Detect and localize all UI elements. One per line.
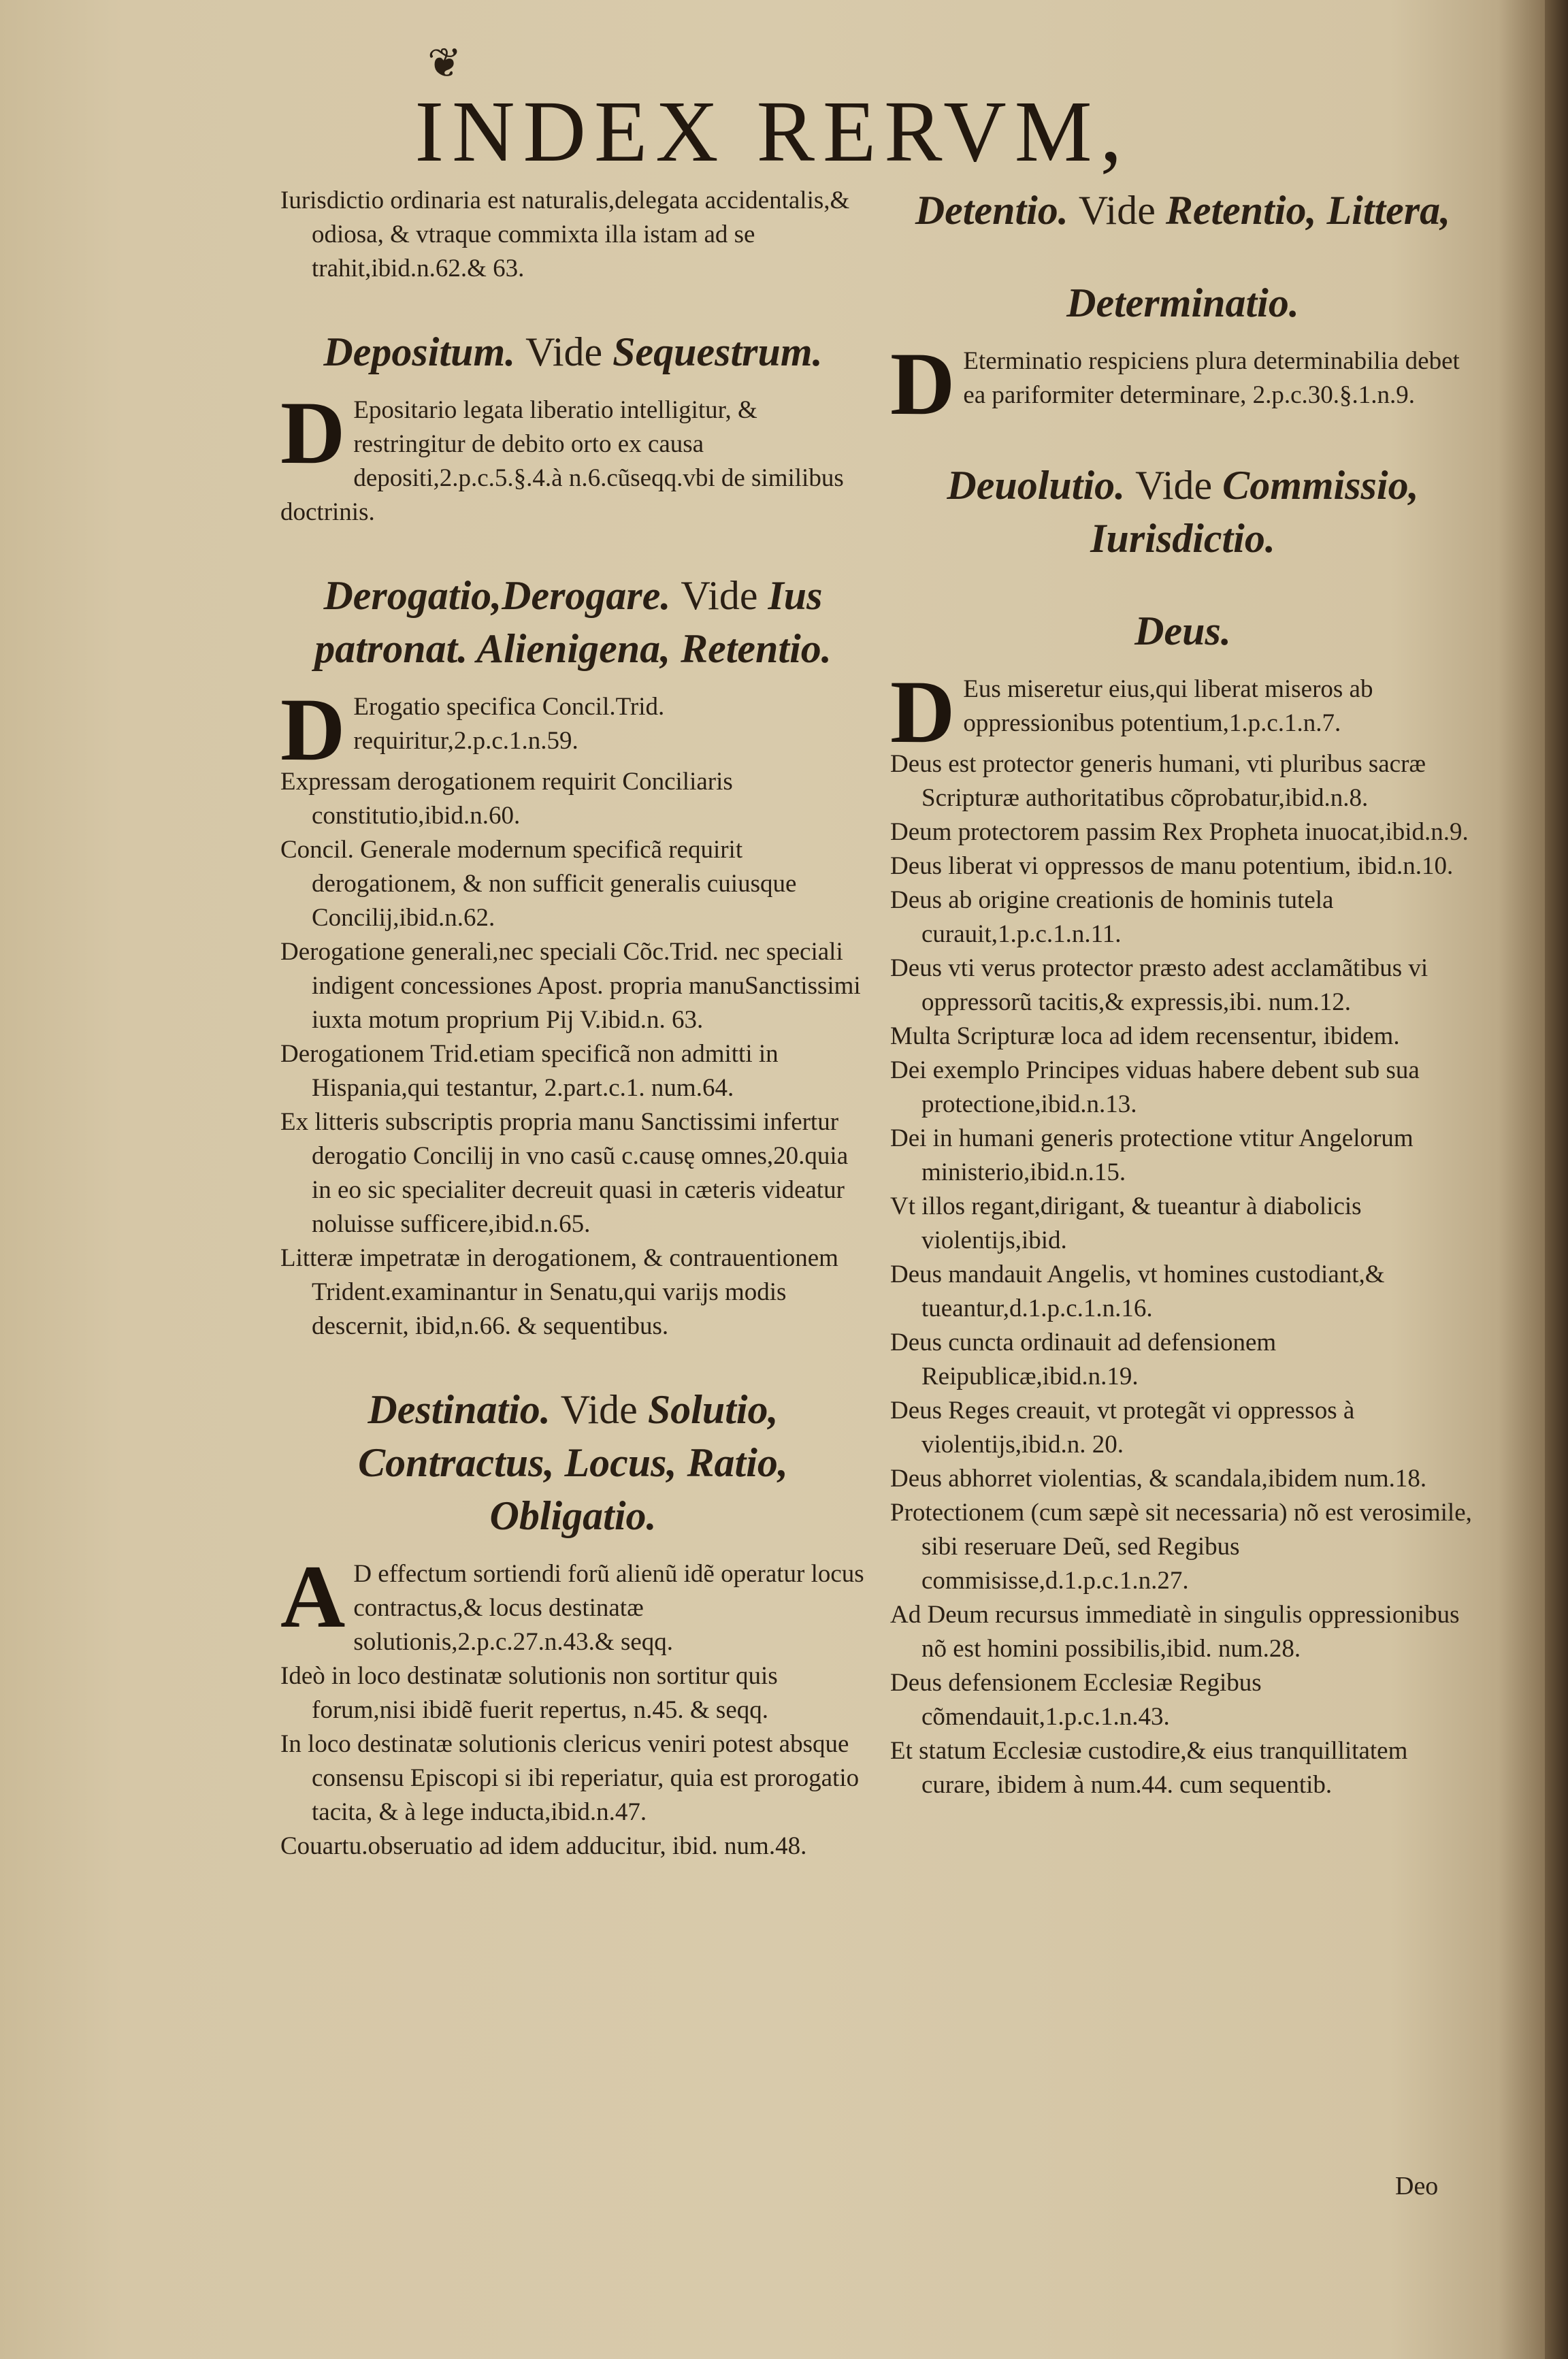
- index-entry: Deus Reges creauit, vt protegãt vi oppressos à violentijs,ibid.n. 20.: [890, 1397, 1355, 1459]
- right-column: [890, 184, 1475, 1842]
- section-destinatio: [280, 1383, 866, 1864]
- section-derogatio: [280, 569, 866, 1344]
- index-entry: D Epositario legata liberatio intelligitur, & restringitur de debito orto ex causa depositi,2.p.c.5.§.4.à n.6.cũseqq.vbi de similibus doctrinis.: [280, 383, 844, 526]
- drop-initial: D: [890, 662, 956, 762]
- index-entry: Deus vti verus protector præsto adest acclamãtibus vi oppressorũ tacitis,& expressis,ibi. num.12.: [890, 954, 1428, 1016]
- index-entry: Ideò in loco destinatæ solutionis non sortitur quis forum,nisi ibidẽ fuerit repertus, n.45. & seqq.: [280, 1662, 778, 1724]
- section-heading: Derogatio,Derogare. Vide Ius patronat. Alienigena, Retentio.: [314, 573, 832, 671]
- section-deuolutio: [890, 459, 1475, 565]
- index-entry: Protectionem (cum sæpè sit necessaria) nõ est verosimile, sibi reseruare Deũ, sed Regibus commisisse,d.1.p.c.1.n.27.: [890, 1499, 1472, 1595]
- drop-initial: D: [890, 333, 956, 434]
- index-entry: D Eterminatio respiciens plura determinabilia debet ea pariformiter determinare, 2.p.c.30.§.1.n.9.: [890, 333, 1460, 434]
- index-entry: Deus mandauit Angelis, vt homines custodiant,& tueantur,d.1.p.c.1.n.16.: [890, 1260, 1385, 1322]
- intro-entry: Iurisdictio ordinaria est naturalis,delegata accidentalis,& odiosa, & vtraque commixta illa istam ad se trahit,ibid.n.62.& 63.: [280, 186, 850, 282]
- section-heading: Detentio. Vide Retentio, Littera,: [915, 188, 1451, 233]
- index-entry: A D effectum sortiendi forũ alienũ idẽ operatur locus contractus,& locus destinatæ solutionis,2.p.c.27.n.43.& seqq.: [280, 1546, 864, 1656]
- section-heading: Deus.: [1134, 608, 1231, 653]
- index-entry: Ex litteris subscriptis propria manu Sanctissimi infertur derogatio Concilij in vno casũ c.causę omnes,20.quia in eo sic specialiter decreuit quasi in cæteris videatur noluisse sufficere,ibid.n.65.: [280, 1108, 849, 1238]
- section-heading: Depositum. Vide Sequestrum.: [323, 329, 823, 374]
- index-entry: Couartu.obseruatio ad idem adducitur, ibid. num.48.: [280, 1832, 807, 1860]
- index-entry: Deus cuncta ordinauit ad defensionem Reipublicæ,ibid.n.19.: [890, 1329, 1277, 1390]
- index-entry: Vt illos regant,dirigant, & tueantur à diabolicis violentijs,ibid.: [890, 1192, 1362, 1254]
- page-edge: [1545, 0, 1568, 2359]
- index-entry: Derogatione generali,nec speciali Cõc.Trid. nec speciali indigent concessiones Apost. propria manuSanctissimi iuxta motum proprium Pij V.ibid.n. 63.: [280, 938, 861, 1034]
- section-heading: Determinatio.: [1066, 280, 1299, 325]
- index-entry: In loco destinatæ solutionis clericus veniri potest absque consensu Episcopi si ibi reperiatur, quia est prorogatio tacita, & à lege inducta,ibid.n.47.: [280, 1730, 860, 1826]
- drop-initial: D: [280, 679, 346, 779]
- index-entry: Deus defensionem Ecclesiæ Regibus cõmendauit,1.p.c.1.n.43.: [890, 1669, 1262, 1731]
- drop-initial: A: [280, 1546, 346, 1646]
- section-deus: [890, 604, 1475, 1802]
- left-column: [280, 184, 866, 1903]
- index-entry: Deus ab origine creationis de hominis tutela curauit,1.p.c.1.n.11.: [890, 886, 1334, 948]
- index-entry: Litteræ impetratæ in derogationem, & contrauentionem Trident.examinantur in Senatu,qui varijs modis descernit, ibid,n.66. & sequentibus.: [280, 1244, 838, 1340]
- catchword: Deo: [1395, 2172, 1439, 2200]
- index-entry: Deum protectorem passim Rex Propheta inuocat,ibid.n.9.: [890, 818, 1469, 846]
- section-detentio: [890, 184, 1475, 237]
- section-heading: Deuolutio. Vide Commissio, Iurisdictio.: [947, 463, 1419, 561]
- ornament: ❦: [427, 41, 462, 86]
- index-entry: Expressam derogationem requirit Conciliaris constitutio,ibid.n.60.: [280, 768, 733, 830]
- index-entry: Ad Deum recursus immediatè in singulis oppressionibus nõ est homini possibilis,ibid. num.28.: [890, 1601, 1460, 1663]
- section-heading: Destinatio. Vide Solutio, Contractus, Locus, Ratio, Obligatio.: [358, 1387, 788, 1538]
- index-entry: Dei in humani generis protectione vtitur Angelorum ministerio,ibid.n.15.: [890, 1124, 1414, 1186]
- index-entry: Concil. Generale modernum specificã requirit derogationem, & non sufficit generalis cuiusque Concilij,ibid.n.62.: [280, 836, 797, 932]
- index-entry: Multa Scripturæ loca ad idem recensentur, ibidem.: [890, 1022, 1400, 1050]
- index-entry: D Erogatio specifica Concil.Trid. requiritur,2.p.c.1.n.59.: [280, 679, 665, 779]
- section-depositum: [280, 325, 866, 530]
- index-entry: Derogationem Trid.etiam specificã non admitti in Hispania,qui testantur, 2.part.c.1. num.64.: [280, 1040, 779, 1102]
- index-entry: Deus abhorret violentias, & scandala,ibidem num.18.: [890, 1465, 1427, 1493]
- drop-initial: D: [280, 383, 346, 483]
- index-entry: Et statum Ecclesiæ custodire,& eius tranquillitatem curare, ibidem à num.44. cum sequentib.: [890, 1737, 1408, 1799]
- index-entry: D Eus miseretur eius,qui liberat miseros ab oppressionibus potentium,1.p.c.1.n.7.: [890, 662, 1373, 762]
- index-entry: Dei exemplo Principes viduas habere debent sub sua protectione,ibid.n.13.: [890, 1056, 1420, 1118]
- index-entry: Deus liberat vi oppressos de manu potentium, ibid.n.10.: [890, 852, 1454, 880]
- running-head: INDEX RERVM,: [414, 83, 1130, 180]
- section-determinatio: [890, 276, 1475, 434]
- index-entry: Deus est protector generis humani, vti pluribus sacræ Scripturæ authoritatibus cõprobatur,ibid.n.8.: [890, 750, 1426, 812]
